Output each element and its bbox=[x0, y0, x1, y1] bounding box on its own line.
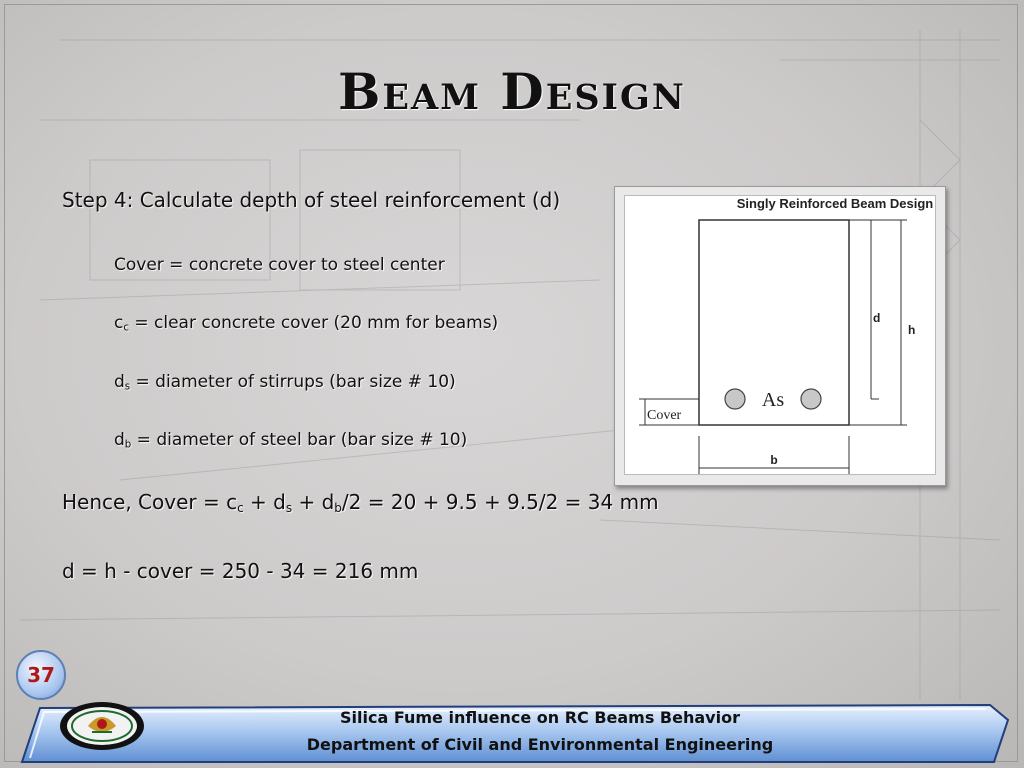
cover-calculation: Hence, Cover = $c_c + d_s + d_b/2 = 20 + 9.5 + 9.5/2 = 34$ mm bbox=[62, 490, 659, 515]
footer-line-2: Department of Civil and Environmental Engineering bbox=[306, 735, 774, 754]
step-heading: Step 4: Calculate depth of steel reinforcement (d) bbox=[62, 188, 561, 212]
beam-section-figure bbox=[614, 186, 946, 486]
stirrup-diameter-definition: $d_s$ = diameter of stirrups (bar size # 10) bbox=[114, 372, 456, 393]
bar-diameter-definition: $d_b$ = diameter of steel bar (bar size # 10) bbox=[114, 430, 468, 451]
figure-title: Singly Reinforced Beam Design bbox=[736, 196, 934, 211]
effective-depth-calculation: d = h - cover = 250 - 34 = 216 mm bbox=[62, 559, 419, 583]
h-label: h bbox=[908, 323, 916, 337]
cover-label: Cover bbox=[647, 408, 682, 423]
cover-definition: Cover = concrete cover to steel center bbox=[114, 255, 445, 275]
b-label: b bbox=[770, 453, 778, 467]
as-label: As bbox=[761, 389, 785, 411]
clear-cover-definition: $c_c$ = clear concrete cover (20 mm for beams) bbox=[114, 313, 499, 334]
beam-section-diagram bbox=[625, 196, 937, 476]
rebar-right bbox=[801, 389, 821, 409]
slide-number: 37 bbox=[27, 663, 55, 687]
slide-number-badge bbox=[16, 650, 66, 700]
footer-line-1: Silica Fume influence on RC Beams Behavior bbox=[340, 708, 740, 727]
rebar-left bbox=[725, 389, 745, 409]
d-label: d bbox=[873, 311, 881, 325]
slide-title: Beam Design bbox=[338, 62, 686, 121]
